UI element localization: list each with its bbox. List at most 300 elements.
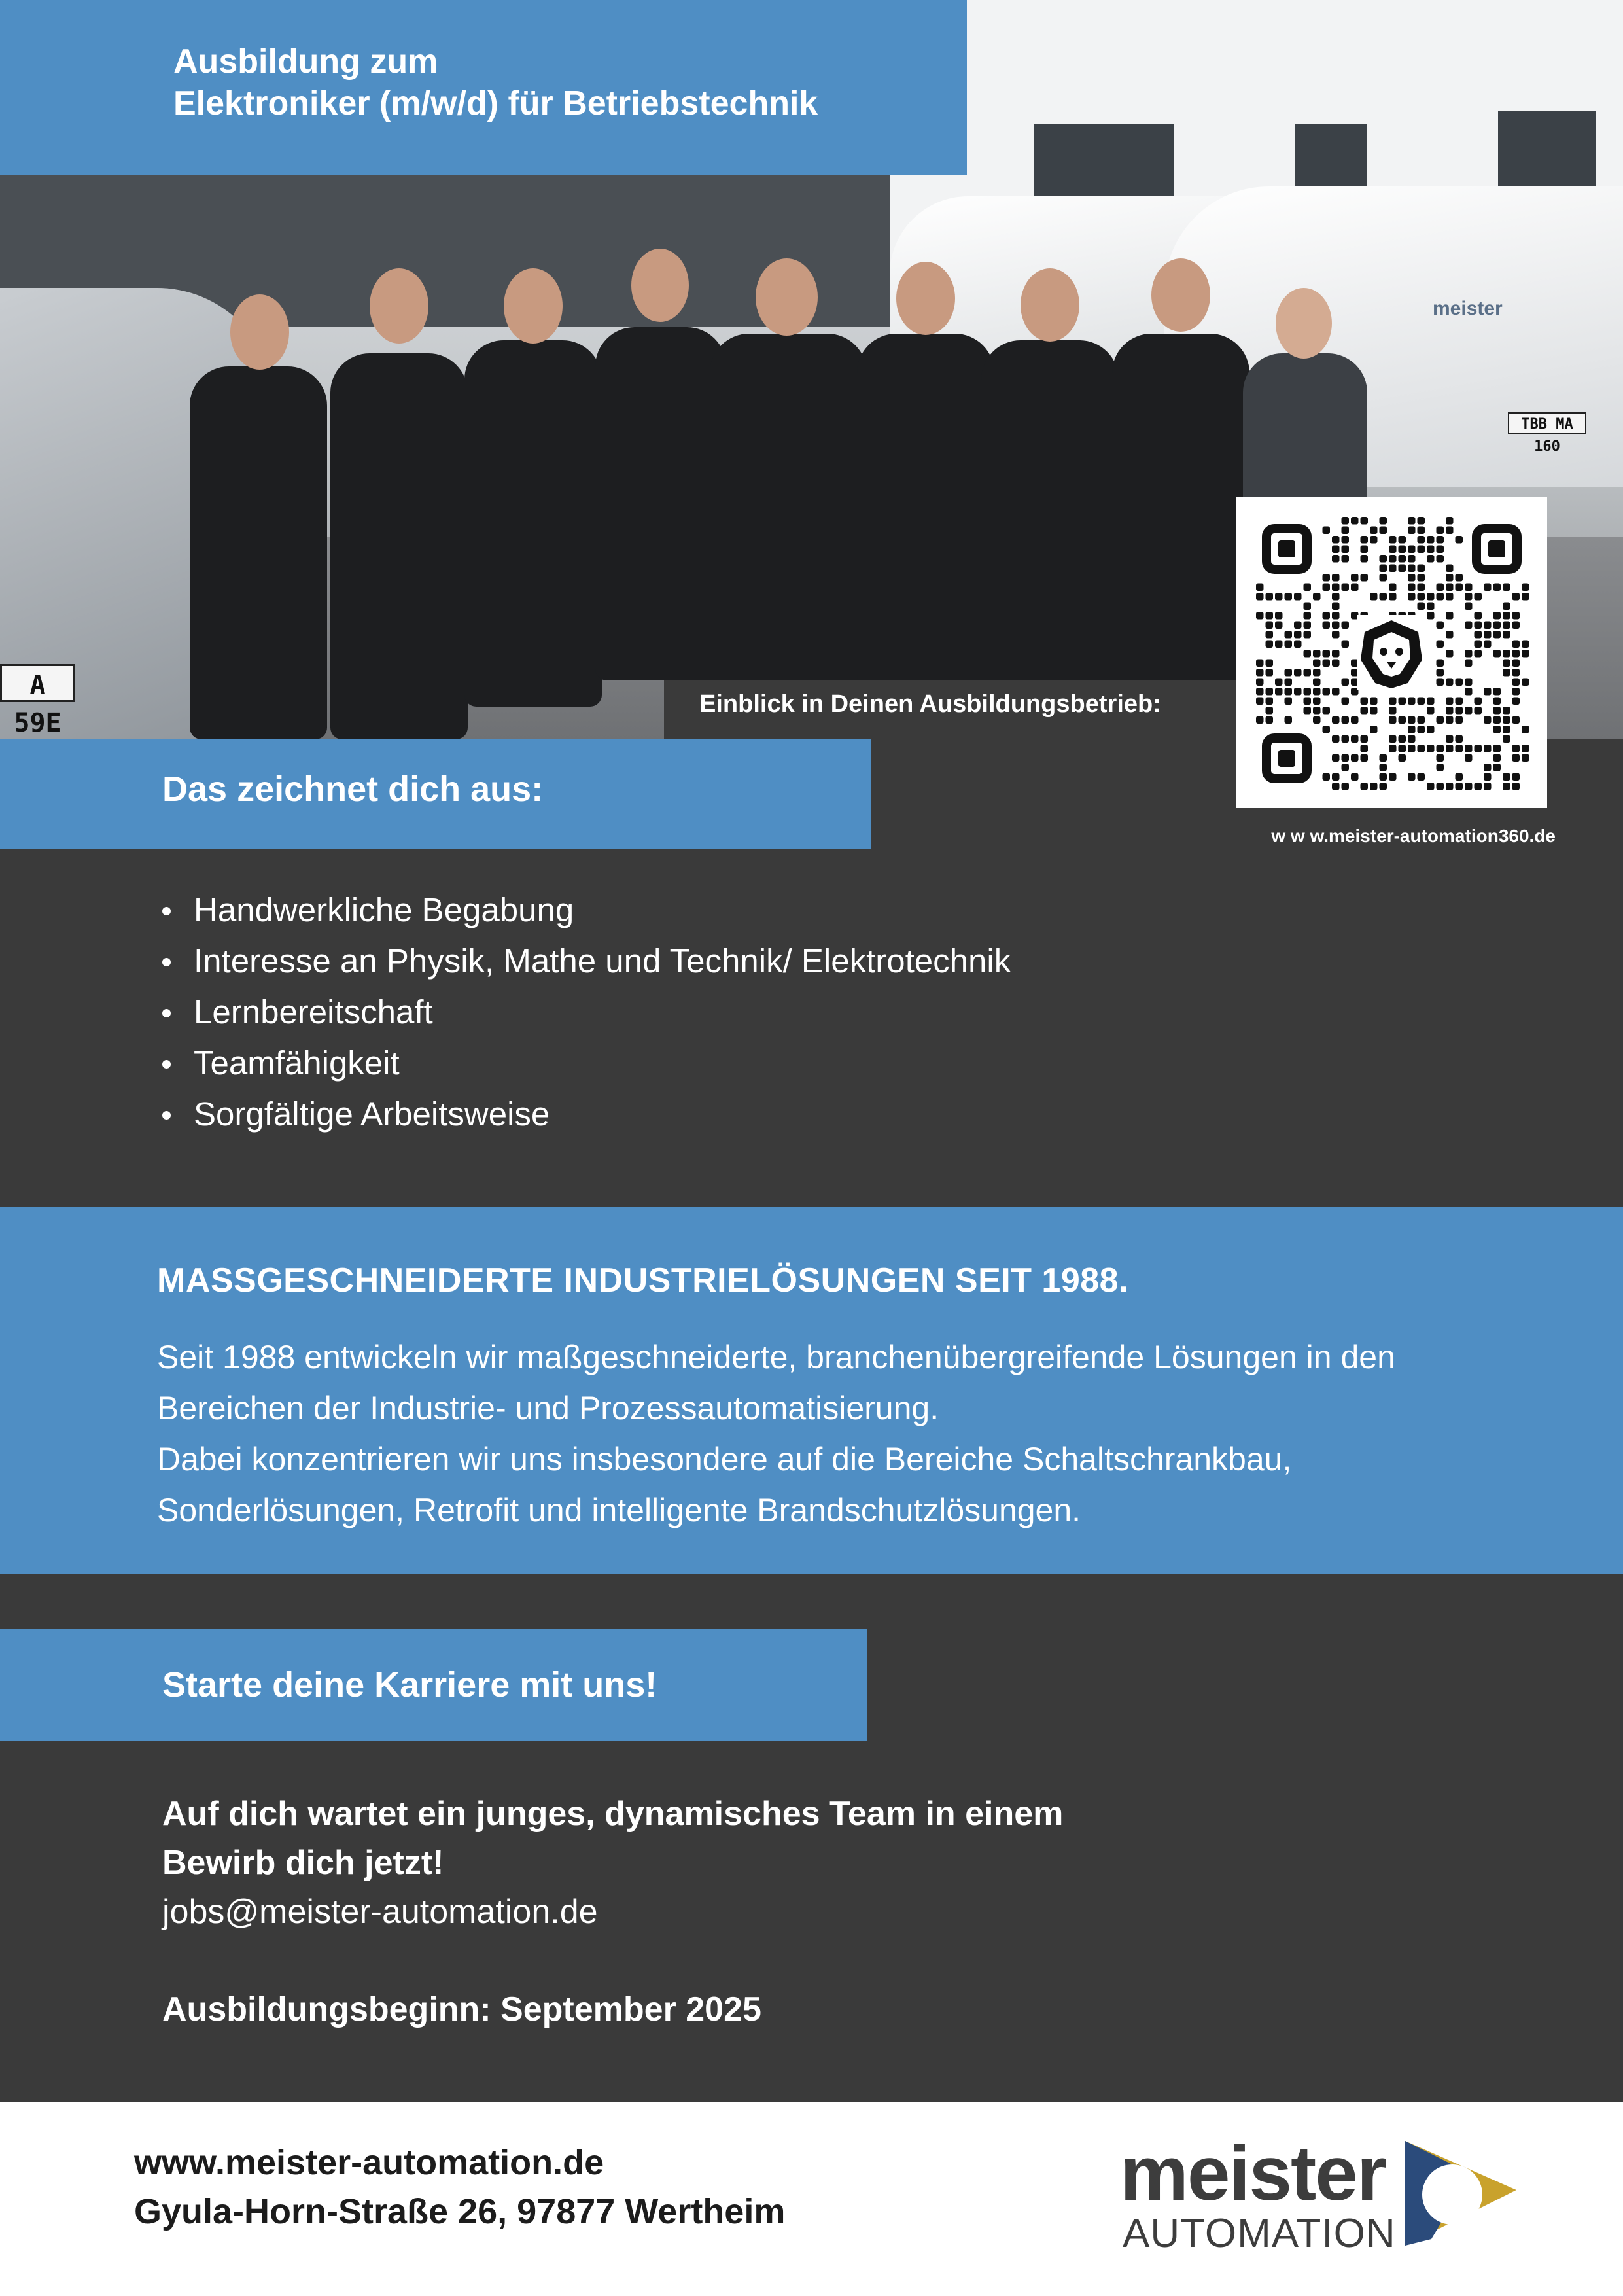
qr-module	[1266, 669, 1274, 677]
qr-module	[1503, 622, 1510, 629]
qr-module	[1484, 783, 1492, 790]
qr-module	[1351, 754, 1359, 762]
qr-module	[1361, 517, 1369, 525]
qr-module	[1503, 660, 1510, 667]
qr-module	[1332, 622, 1340, 629]
qr-module	[1503, 584, 1510, 592]
qr-module	[1380, 574, 1387, 582]
qr-module	[1275, 622, 1283, 629]
qr-module	[1323, 726, 1331, 733]
qr-module	[1389, 745, 1397, 752]
apply-now: Bewirb dich jetzt!	[162, 1844, 444, 1882]
person	[710, 334, 867, 726]
qr-module	[1446, 527, 1454, 535]
qr-module	[1484, 622, 1492, 629]
qr-module	[1456, 707, 1463, 715]
qr-module	[1408, 726, 1416, 733]
qr-module	[1361, 754, 1369, 762]
qr-module	[1456, 735, 1463, 743]
qr-module	[1522, 584, 1529, 592]
qr-module	[1408, 546, 1416, 554]
title-line-1: Ausbildung zum	[173, 43, 438, 80]
qr-module	[1285, 679, 1293, 686]
qr-module	[1503, 773, 1510, 781]
qr-module	[1446, 735, 1454, 743]
qr-module	[1323, 584, 1331, 592]
qr-module	[1475, 745, 1482, 752]
person-head	[896, 262, 955, 335]
qr-module	[1351, 716, 1359, 724]
qr-module	[1437, 783, 1444, 790]
qr-module	[1275, 688, 1283, 696]
qr-module	[1437, 669, 1444, 677]
qr-module	[1266, 622, 1274, 629]
qr-module	[1323, 574, 1331, 582]
email-link[interactable]: jobs@meister-automation.de	[162, 1893, 598, 1931]
qr-module	[1304, 707, 1312, 715]
qr-module	[1342, 641, 1350, 648]
qr-module	[1380, 754, 1387, 762]
qr-module	[1493, 631, 1501, 639]
person	[857, 334, 994, 687]
qr-module	[1399, 698, 1406, 705]
lion-icon	[1357, 615, 1426, 690]
qr-module	[1399, 546, 1406, 554]
person-head	[370, 268, 428, 344]
qr-module	[1304, 584, 1312, 592]
qr-module	[1342, 716, 1350, 724]
qr-module	[1332, 650, 1340, 658]
start-date: Ausbildungsbeginn: September 2025	[162, 1990, 761, 2028]
qr-module	[1408, 565, 1416, 573]
qr-module	[1380, 527, 1387, 535]
qr-module	[1456, 745, 1463, 752]
qr-module	[1323, 622, 1331, 629]
qr-module	[1446, 517, 1454, 525]
list-item: Handwerkliche Begabung	[162, 885, 1011, 936]
qr-module	[1512, 745, 1520, 752]
qr-module	[1342, 735, 1350, 743]
qr-module	[1503, 612, 1510, 620]
qr-module	[1427, 603, 1435, 610]
qr-module	[1256, 593, 1264, 601]
qr-module	[1446, 631, 1454, 639]
qr-module	[1294, 622, 1302, 629]
qr-module	[1437, 593, 1444, 601]
qr-module	[1456, 783, 1463, 790]
qr-module	[1342, 555, 1350, 563]
qr-module	[1493, 688, 1501, 696]
qr-module	[1427, 612, 1435, 620]
qr-module	[1446, 584, 1454, 592]
qr-module	[1437, 584, 1444, 592]
qr-module	[1304, 631, 1312, 639]
qr-module	[1418, 698, 1425, 705]
qr-module	[1493, 612, 1501, 620]
company-heading: MASSGESCHNEIDERTE INDUSTRIELÖSUNGEN SEIT 1988.	[157, 1262, 1129, 1299]
qr-module	[1361, 735, 1369, 743]
qr-module	[1427, 707, 1435, 715]
qr-module	[1418, 584, 1425, 592]
qr-module	[1503, 716, 1510, 724]
qr-module	[1275, 679, 1283, 686]
qr-module	[1437, 527, 1444, 535]
qr-module	[1294, 593, 1302, 601]
qr-module	[1446, 707, 1454, 715]
qr-module	[1512, 716, 1520, 724]
title-band	[0, 0, 967, 175]
person	[190, 366, 327, 739]
qr-module	[1285, 688, 1293, 696]
qr-module	[1342, 517, 1350, 525]
person-head	[1021, 268, 1079, 342]
qr-module	[1266, 688, 1274, 696]
qr-module	[1408, 574, 1416, 582]
qr-module	[1475, 641, 1482, 648]
qr-module	[1380, 593, 1387, 601]
qr-module	[1380, 555, 1387, 563]
qr-module	[1399, 754, 1406, 762]
qr-module	[1256, 584, 1264, 592]
qr-module	[1323, 660, 1331, 667]
qr-module	[1522, 754, 1529, 762]
qr-module	[1313, 669, 1321, 677]
career-body	[162, 1790, 1405, 2034]
qr-module	[1332, 631, 1340, 639]
qr-module	[1332, 536, 1340, 544]
qr-module	[1465, 783, 1473, 790]
qr-module	[1493, 745, 1501, 752]
qr-module	[1332, 555, 1340, 563]
qr-module	[1342, 622, 1350, 629]
qr-module	[1389, 565, 1397, 573]
qr-module	[1465, 754, 1473, 762]
qr-module	[1370, 527, 1378, 535]
person-head	[504, 268, 563, 344]
qr-module	[1503, 631, 1510, 639]
qr-module	[1342, 783, 1350, 790]
qr-module	[1256, 612, 1264, 620]
qr-module	[1408, 527, 1416, 535]
qr-module	[1446, 745, 1454, 752]
qr-module	[1493, 764, 1501, 771]
qr-module	[1484, 764, 1492, 771]
qr-module	[1456, 536, 1463, 544]
qr-module	[1456, 584, 1463, 592]
skills-list	[162, 885, 1011, 1140]
qr-module	[1399, 565, 1406, 573]
qr-module	[1493, 726, 1501, 733]
skills-heading: Das zeichnet dich aus:	[0, 739, 871, 849]
qr-module	[1389, 555, 1397, 563]
qr-module	[1313, 707, 1321, 715]
qr-module	[1266, 612, 1274, 620]
qr-module	[1380, 773, 1387, 781]
qr-module	[1437, 754, 1444, 762]
qr-module	[1437, 536, 1444, 544]
qr-module	[1285, 716, 1293, 724]
qr-module	[1351, 669, 1359, 677]
qr-module	[1323, 707, 1331, 715]
qr-module	[1294, 641, 1302, 648]
qr-module	[1475, 622, 1482, 629]
qr-module	[1351, 773, 1359, 781]
qr-module	[1437, 622, 1444, 629]
qr-module	[1503, 707, 1510, 715]
person	[1112, 334, 1249, 700]
qr-module	[1503, 783, 1510, 790]
qr-module	[1418, 745, 1425, 752]
qr-module	[1418, 593, 1425, 601]
qr-module	[1399, 716, 1406, 724]
qr-module	[1418, 574, 1425, 582]
qr-module	[1342, 527, 1350, 535]
qr-module	[1304, 688, 1312, 696]
qr-module	[1294, 669, 1302, 677]
qr-module	[1399, 735, 1406, 743]
qr-module	[1266, 707, 1274, 715]
career-line: Auf dich wartet ein junges, dynamisches Team in einem	[162, 1795, 1064, 1833]
qr-module	[1370, 536, 1378, 544]
qr-module	[1456, 574, 1463, 582]
qr-module	[1408, 593, 1416, 601]
qr-module	[1512, 660, 1520, 667]
qr-module	[1266, 631, 1274, 639]
qr-module	[1389, 584, 1397, 592]
qr-module	[1418, 773, 1425, 781]
qr-module	[1446, 650, 1454, 658]
qr-module	[1484, 688, 1492, 696]
qr-module	[1361, 745, 1369, 752]
qr-module	[1332, 735, 1340, 743]
qr-module	[1437, 660, 1444, 667]
person	[595, 327, 726, 680]
qr-module	[1332, 574, 1340, 582]
qr-module	[1323, 773, 1331, 781]
qr-code-graphic	[1236, 497, 1547, 808]
qr-module	[1408, 584, 1416, 592]
qr-module	[1437, 641, 1444, 648]
qr-module	[1484, 631, 1492, 639]
qr-module	[1256, 679, 1264, 686]
list-item: Lernbereitschaft	[162, 987, 1011, 1038]
career-heading: Starte deine Karriere mit uns!	[0, 1629, 867, 1741]
qr-module	[1408, 745, 1416, 752]
qr-module	[1418, 536, 1425, 544]
qr-module	[1446, 565, 1454, 573]
qr-module	[1522, 726, 1529, 733]
qr-module	[1389, 707, 1397, 715]
qr-module	[1446, 716, 1454, 724]
qr-module	[1522, 593, 1529, 601]
qr-module	[1465, 584, 1473, 592]
footer-url[interactable]: www.meister-automation.de	[134, 2143, 604, 2182]
qr-module	[1256, 716, 1264, 724]
qr-module	[1437, 745, 1444, 752]
qr-url[interactable]: w w w.meister-automation360.de	[1271, 826, 1556, 846]
qr-module	[1351, 660, 1359, 667]
qr-module	[1370, 698, 1378, 705]
qr-module	[1304, 650, 1312, 658]
team-group	[190, 222, 1400, 739]
qr-module	[1361, 698, 1369, 705]
qr-module	[1389, 546, 1397, 554]
qr-module	[1323, 650, 1331, 658]
qr-module	[1418, 527, 1425, 535]
person	[981, 340, 1119, 707]
qr-module	[1389, 536, 1397, 544]
qr-module	[1446, 783, 1454, 790]
qr-module	[1370, 707, 1378, 715]
qr-module	[1475, 593, 1482, 601]
qr-module	[1342, 536, 1350, 544]
person-head	[1151, 258, 1210, 332]
qr-module	[1351, 688, 1359, 696]
qr-module	[1512, 622, 1520, 629]
qr-module	[1332, 612, 1340, 620]
qr-module	[1304, 669, 1312, 677]
qr-module	[1351, 735, 1359, 743]
qr-module	[1493, 707, 1501, 715]
qr-module	[1512, 754, 1520, 762]
qr-module	[1351, 612, 1359, 620]
qr-module	[1313, 688, 1321, 696]
qr-module	[1493, 716, 1501, 724]
qr-module	[1313, 593, 1321, 601]
qr-module	[1351, 584, 1359, 592]
qr-module	[1437, 716, 1444, 724]
qr-module	[1493, 622, 1501, 629]
qr-module	[1266, 698, 1274, 705]
qr-module	[1380, 783, 1387, 790]
qr-module	[1285, 698, 1293, 705]
qr-module	[1484, 641, 1492, 648]
qr-module	[1418, 716, 1425, 724]
qr-module	[1380, 565, 1387, 573]
person	[464, 340, 602, 707]
qr-module	[1389, 698, 1397, 705]
qr-module	[1465, 707, 1473, 715]
qr-module	[1512, 679, 1520, 686]
qr-module	[1342, 679, 1350, 686]
qr-module	[1361, 707, 1369, 715]
qr-module	[1456, 698, 1463, 705]
qr-module	[1408, 517, 1416, 525]
qr-module	[1332, 754, 1340, 762]
qr-module	[1465, 593, 1473, 601]
qr-module	[1361, 536, 1369, 544]
qr-module	[1332, 716, 1340, 724]
qr-module	[1342, 546, 1350, 554]
car-plate: A 59E	[0, 664, 75, 702]
qr-module	[1503, 726, 1510, 733]
qr-module	[1313, 650, 1321, 658]
company-text	[157, 1332, 1505, 1536]
qr-module	[1380, 517, 1387, 525]
qr-module	[1408, 698, 1416, 705]
qr-module	[1389, 593, 1397, 601]
qr-module	[1361, 574, 1369, 582]
qr-module	[1437, 679, 1444, 686]
qr-module	[1446, 679, 1454, 686]
qr-module	[1475, 650, 1482, 658]
qr-module	[1493, 698, 1501, 705]
company-section	[0, 1207, 1623, 1574]
qr-module	[1427, 555, 1435, 563]
qr-module	[1361, 546, 1369, 554]
title-line-2: Elektroniker (m/w/d) für Betriebstechnik	[173, 84, 818, 122]
qr-module	[1304, 603, 1312, 610]
person-head	[1276, 288, 1332, 359]
qr-module	[1427, 546, 1435, 554]
qr-module	[1323, 612, 1331, 620]
qr-module	[1465, 679, 1473, 686]
qr-module	[1266, 593, 1274, 601]
qr-module	[1418, 565, 1425, 573]
qr-module	[1418, 726, 1425, 733]
qr-module	[1370, 783, 1378, 790]
qr-code[interactable]	[1236, 497, 1547, 808]
qr-module	[1332, 688, 1340, 696]
qr-module	[1446, 698, 1454, 705]
qr-module	[1408, 555, 1416, 563]
qr-module	[1285, 593, 1293, 601]
qr-module	[1313, 716, 1321, 724]
qr-module	[1399, 536, 1406, 544]
brand-mark-icon	[1392, 2128, 1529, 2259]
qr-module	[1304, 622, 1312, 629]
footer-address: Gyula-Horn-Straße 26, 97877 Wertheim	[134, 2192, 786, 2231]
qr-module	[1456, 679, 1463, 686]
qr-module	[1437, 555, 1444, 563]
qr-module	[1389, 716, 1397, 724]
qr-module	[1522, 650, 1529, 658]
qr-module	[1275, 612, 1283, 620]
qr-module	[1294, 631, 1302, 639]
brand-logo-sub: AUTOMATION	[1123, 2211, 1396, 2256]
qr-module	[1418, 517, 1425, 525]
qr-module	[1342, 764, 1350, 771]
list-item: Interesse an Physik, Mathe und Technik/ Elektrotechnik	[162, 936, 1011, 987]
qr-module	[1285, 631, 1293, 639]
qr-module	[1361, 783, 1369, 790]
qr-module	[1475, 631, 1482, 639]
qr-module	[1493, 584, 1501, 592]
list-item: Teamfähigkeit	[162, 1038, 1011, 1089]
qr-module	[1427, 783, 1435, 790]
person	[330, 353, 468, 739]
qr-module	[1512, 593, 1520, 601]
qr-module	[1427, 745, 1435, 752]
qr-module	[1313, 660, 1321, 667]
qr-module	[1256, 688, 1264, 696]
person-head	[756, 258, 818, 336]
van-logo-text: meister	[1433, 298, 1503, 319]
qr-module	[1427, 698, 1435, 705]
qr-module	[1323, 688, 1331, 696]
qr-module	[1332, 783, 1340, 790]
qr-module	[1512, 641, 1520, 648]
qr-module	[1427, 536, 1435, 544]
person-head	[230, 294, 289, 370]
qr-module	[1465, 745, 1473, 752]
brand-logo-word: meister	[1120, 2130, 1386, 2217]
van-plate: TBB MA 160	[1508, 412, 1586, 434]
qr-module	[1389, 735, 1397, 743]
qr-module	[1332, 546, 1340, 554]
qr-module	[1484, 745, 1492, 752]
qr-module	[1342, 754, 1350, 762]
